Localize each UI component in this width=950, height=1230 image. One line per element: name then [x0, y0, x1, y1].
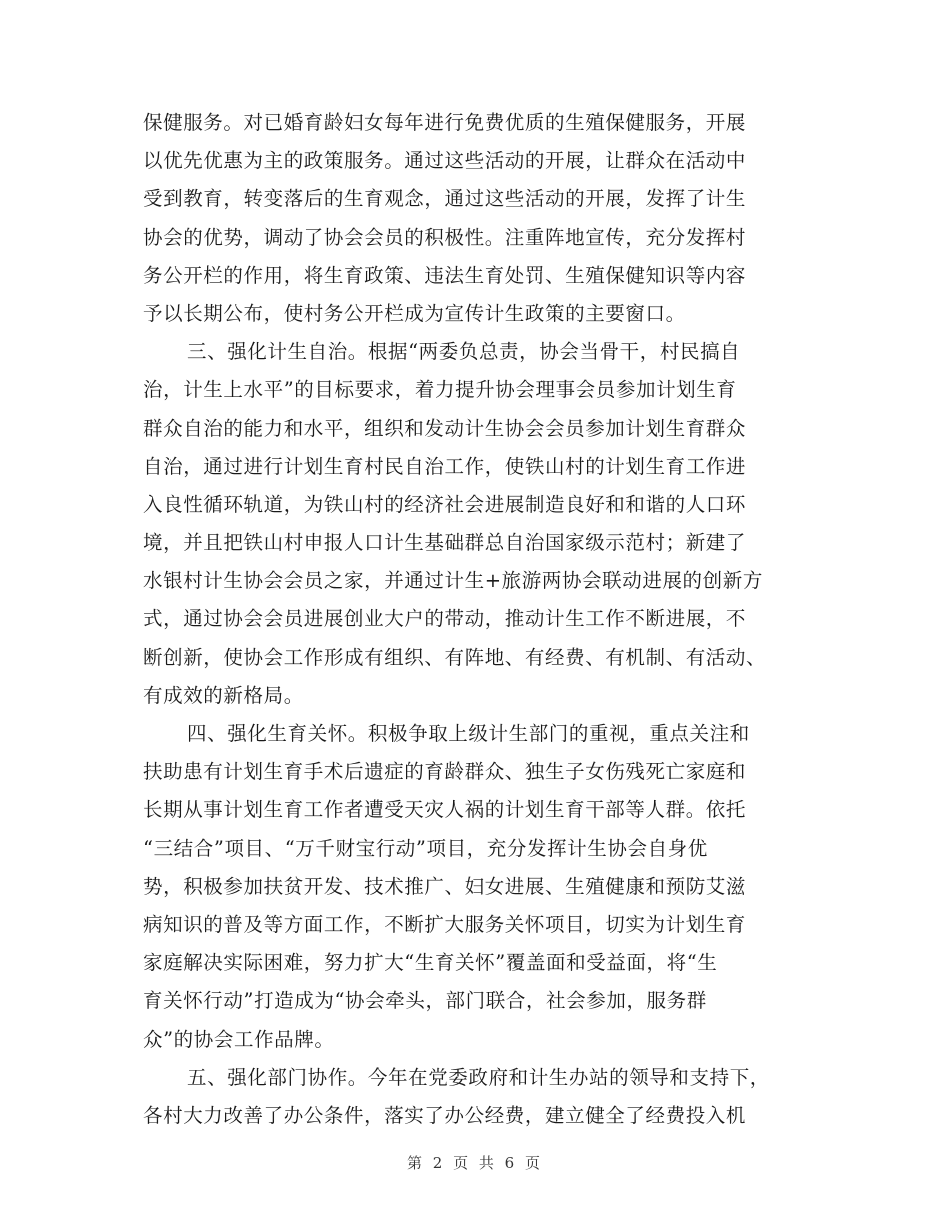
body-line: 式，通过协会会员进展创业大户的带动，推动计生工作不断进展，不: [143, 607, 747, 631]
body-line: 受到教育，转变落后的生育观念，通过这些活动的开展，发挥了计生: [143, 187, 747, 211]
body-line: 势，积极参加扶贫开发、技术推广、妇女进展、生殖健康和预防艾滋: [143, 874, 747, 898]
body-line: 众”的协会工作品牌。: [143, 1027, 335, 1051]
paragraph-start-line: 五、强化部门协作。今年在党委政府和计生办站的领导和支持下，: [187, 1065, 770, 1089]
body-line: 协会的优势，调动了协会会员的积极性。注重阵地宣传，充分发挥村: [143, 225, 747, 249]
body-line: 病知识的普及等方面工作，不断扩大服务关怀项目，切实为计划生育: [143, 912, 747, 936]
document-body: [143, 104, 813, 1135]
body-line: 扶助患有计划生育手术后遗症的育龄群众、独生子女伤残死亡家庭和: [143, 760, 747, 784]
paragraph-start-line: 三、强化计生自治。根据“两委负总责，协会当骨干，村民搞自: [187, 340, 741, 364]
body-line: 育关怀行动”打造成为“协会牵头，部门联合，社会参加，服务群: [143, 989, 707, 1013]
body-line: 各村大力改善了办公条件，落实了办公经费，建立健全了经费投入机: [143, 1103, 747, 1127]
paragraph-start-line: 四、强化生育关怀。积极争取上级计生部门的重视，重点关注和: [187, 722, 750, 745]
body-line: 断创新，使协会工作形成有组织、有阵地、有经费、有机制、有活动、: [143, 645, 767, 669]
body-line: 保健服务。对已婚育龄妇女每年进行免费优质的生殖保健服务，开展: [143, 111, 747, 134]
body-line: 境，并且把铁山村申报人口计生基础群总自治国家级示范村；新建了: [143, 531, 747, 555]
body-line: 家庭解决实际困难，努力扩大“生育关怀”覆盖面和受益面，将“生: [143, 951, 718, 975]
body-line: 长期从事计划生育工作者遭受天灾人祸的计划生育干部等人群。依托: [143, 798, 747, 822]
body-line: 入良性循环轨道，为铁山村的经济社会进展制造良好和和谐的人口环: [143, 492, 747, 516]
body-line: 自治，通过进行计划生育村民自治工作，使铁山村的计划生育工作进: [143, 454, 747, 478]
body-line: 有成效的新格局。: [143, 683, 304, 707]
body-line: 务公开栏的作用，将生育政策、违法生育处罚、生殖保健知识等内容: [143, 263, 747, 287]
body-line: 群众自治的能力和水平，组织和发动计生协会会员参加计划生育群众: [143, 416, 747, 440]
body-line: “三结合”项目、“万千财宝行动”项目，充分发挥计生协会自身优: [143, 836, 708, 860]
body-line: 治，计生上水平”的目标要求，着力提升协会理事会员参加计划生育: [143, 378, 737, 402]
page-number-footer: 第 2 页 共 6 页: [407, 1154, 543, 1172]
body-line: 以优先优惠为主的政策服务。通过这些活动的开展，让群众在活动中: [143, 149, 747, 173]
body-line: 水银村计生协会会员之家，并通过计生+旅游两协会联动进展的创新方: [143, 569, 763, 593]
body-line: 予以长期公布，使村务公开栏成为宣传计生政策的主要窗口。: [143, 301, 686, 325]
